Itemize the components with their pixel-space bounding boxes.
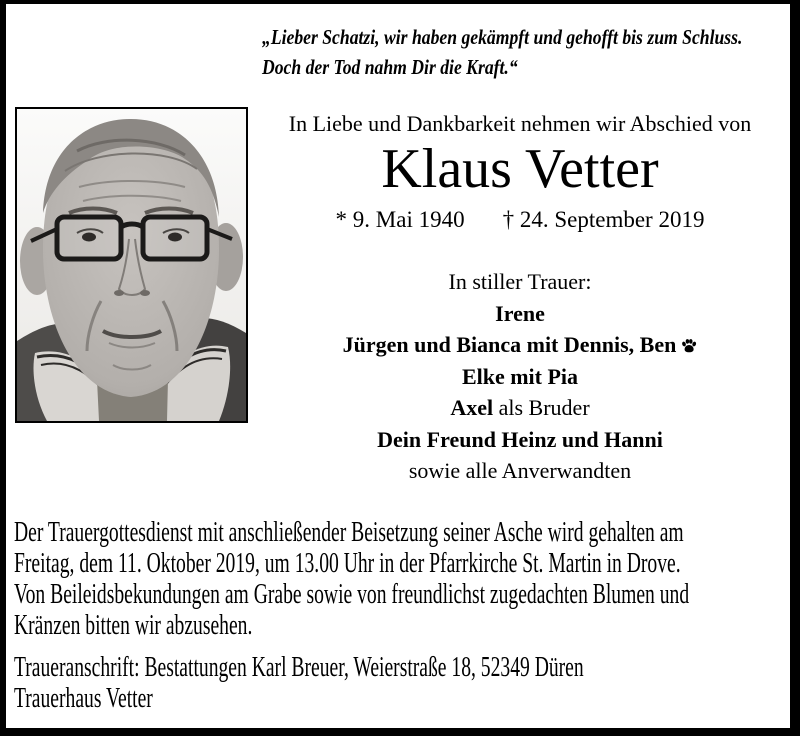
- service-line: Von Beileidsbekundungen am Grabe sowie von freundlichst zugedachten Blumen und: [14, 579, 690, 610]
- portrait-illustration: [17, 109, 246, 421]
- mourning-house-line: Trauerhaus Vetter: [14, 683, 153, 714]
- service-line: Der Trauergottesdienst mit anschließender Beisetzung seiner Asche wird gehalten am: [14, 517, 684, 548]
- life-dates: [250, 205, 790, 235]
- paw-print-icon: [681, 338, 697, 354]
- quote-line-1: „Lieber Schatzi, wir haben gekämpft und gehofft bis zum Schluss.: [262, 25, 743, 49]
- mourners-heading: In stiller Trauer:: [448, 269, 592, 294]
- farewell-intro: In Liebe und Dankbarkeit nehmen wir Abschied von: [288, 111, 752, 136]
- mourners-list: [250, 266, 790, 487]
- mourner-line: Irene: [495, 300, 545, 326]
- mourner-line: Jürgen und Bianca mit Dennis, Ben: [250, 329, 790, 361]
- address-line: Traueranschrift: Bestattungen Karl Breuer, Weierstraße 18, 52349 Düren: [14, 652, 584, 683]
- portrait-photo: [15, 107, 248, 423]
- mourning-address: [14, 652, 800, 714]
- memorial-quote: [262, 22, 742, 82]
- mourner-line: Dein Freund Heinz und Hanni: [377, 426, 663, 452]
- service-line: Freitag, dem 11. Oktober 2019, um 13.00 Uhr in der Pfarrkirche St. Martin in Drove.: [14, 548, 681, 579]
- mourner-line: Elke mit Pia: [461, 363, 579, 389]
- deceased-name: Klaus Vetter: [381, 138, 659, 200]
- quote-line-2: Doch der Tod nahm Dir die Kraft.“: [262, 55, 518, 79]
- mourner-line: Axel als Bruder: [450, 395, 590, 420]
- mourner-line: sowie alle Anverwandten: [408, 458, 632, 483]
- death-date: † 24. September 2019: [502, 207, 705, 232]
- service-line: Kränzen bitten wir abzusehen.: [14, 610, 253, 641]
- service-announcement: [14, 517, 800, 641]
- birth-date: * 9. Mai 1940: [335, 207, 465, 232]
